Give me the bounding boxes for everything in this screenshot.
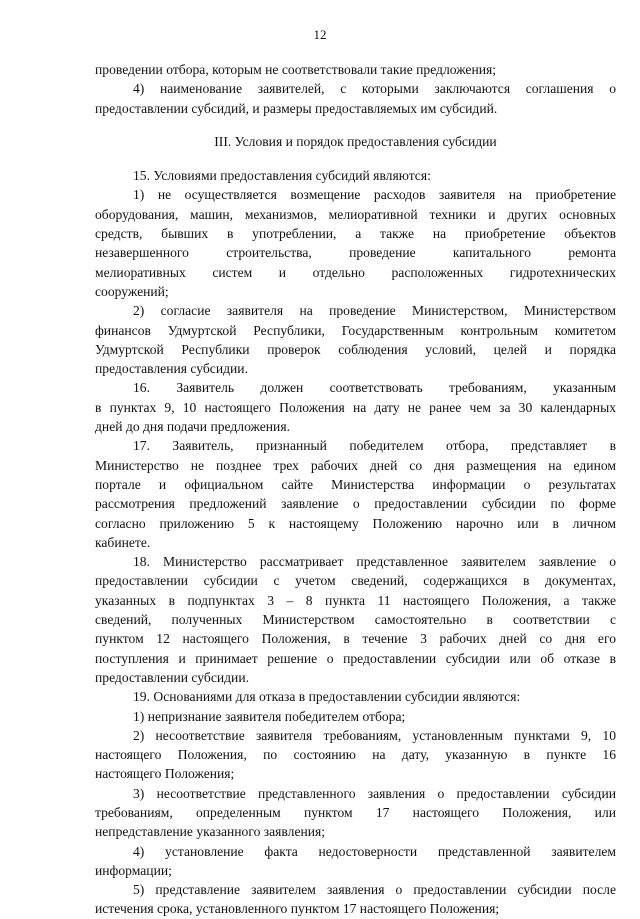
text-line: кабинете. <box>95 534 151 550</box>
text-line: требованиям, определенным пунктом 17 настоящего Положения, или <box>95 804 616 820</box>
text-line: 4) наименование заявителей, с которыми заключаются соглашения о <box>133 81 616 97</box>
text-line: 16. Заявитель должен соответствовать требованиям, указанным <box>133 380 616 396</box>
text-line: 4) установление факта недостоверности представленной заявителем <box>133 843 616 859</box>
text-line: Удмуртской Республики проверок соблюдения условий, целей и порядка <box>95 341 616 357</box>
text-line: проведении отбора, которым не соответствовали такие предложения; <box>95 62 497 77</box>
text-line: 5) представление заявителем заявления о предоставлении субсидии после <box>133 882 616 898</box>
text-line: предоставлении субсидии с учетом сведений, содержащихся в документах, <box>95 573 616 589</box>
text-line: в пунктах 9, 10 настоящего Положения на дату не ранее чем за 30 календарных <box>95 399 616 415</box>
text-line: истечения срока, установленного пунктом 17 настоящего Положения; <box>95 901 500 917</box>
text-line: 15. Условиями предоставления субсидий являются: <box>133 168 431 184</box>
section-heading: III. Условия и порядок предоставления субсидии <box>214 133 497 149</box>
text-line: Министерство не позднее трех рабочих дней со дня размещения на едином <box>95 457 616 473</box>
text-line: финансов Удмуртской Республики, Государственным контрольным комитетом <box>95 322 616 338</box>
text-line: 1) непризнание заявителя победителем отбора; <box>133 708 406 724</box>
text-line: рассмотрения предложений заявление о предоставлении субсидии по форме <box>95 496 616 512</box>
text-line: указанных в подпунктах 3 – 8 пункта 11 настоящего Положения, а также <box>95 592 616 608</box>
text-line: поступления и принимает решение о предоставлении субсидии или об отказе в <box>95 650 616 666</box>
text-line: предоставлении субсидий, и размеры предоставляемых им субсидий. <box>95 100 498 116</box>
text-line: сооружений; <box>95 283 169 299</box>
text-line: дней до дня подачи предложения. <box>95 419 290 435</box>
text-line: мелиоративных систем и отдельно расположенных гидротехнических <box>95 264 616 280</box>
text-line: сведений, полученных Министерством самостоятельно в соответствии с <box>95 612 616 628</box>
text-line: 18. Министерство рассматривает представленное заявителем заявление о <box>133 554 616 570</box>
text-line: согласно приложению 5 к настоящему Положению нарочно или в личном <box>95 515 616 531</box>
text-line: непредставление указанного заявления; <box>95 824 326 840</box>
text-line: оборудования, машин, механизмов, мелиоративной техники и других основных <box>95 206 616 222</box>
text-line: предоставлении субсидии. <box>95 669 249 685</box>
text-line: настоящего Положения, по состоянию на дату, указанную в пункте 16 <box>95 747 616 763</box>
text-line: незавершенного строительства, проведение капитального ремонта <box>95 245 616 261</box>
text-line: 2) согласие заявителя на проведение Министерством, Министерством <box>133 303 616 319</box>
text-line: пунктом 12 настоящего Положения, в течение 3 рабочих дней со дня его <box>95 631 616 647</box>
text-line: 19. Основаниями для отказа в предоставлении субсидии являются: <box>133 689 521 705</box>
text-line: 3) несоответствие представленного заявления о предоставлении субсидии <box>133 785 616 801</box>
text-line: 2) несоответствие заявителя требованиям, установленным пунктами 9, 10 <box>133 727 616 743</box>
document-body <box>95 60 616 919</box>
text-line: средств, бывших в употреблении, а также на приобретение объектов <box>95 226 616 242</box>
text-line: портале и официальном сайте Министерства информации о результатах <box>95 476 616 492</box>
text-line: настоящего Положения; <box>95 766 235 782</box>
text-line: предоставления субсидии. <box>95 361 248 377</box>
page-number: 12 <box>313 27 327 42</box>
text-line: 17. Заявитель, признанный победителем отбора, представляет в <box>133 438 616 454</box>
text-line: 1) не осуществляется возмещение расходов заявителя на приобретение <box>133 187 616 203</box>
text-line: информации; <box>95 862 172 878</box>
